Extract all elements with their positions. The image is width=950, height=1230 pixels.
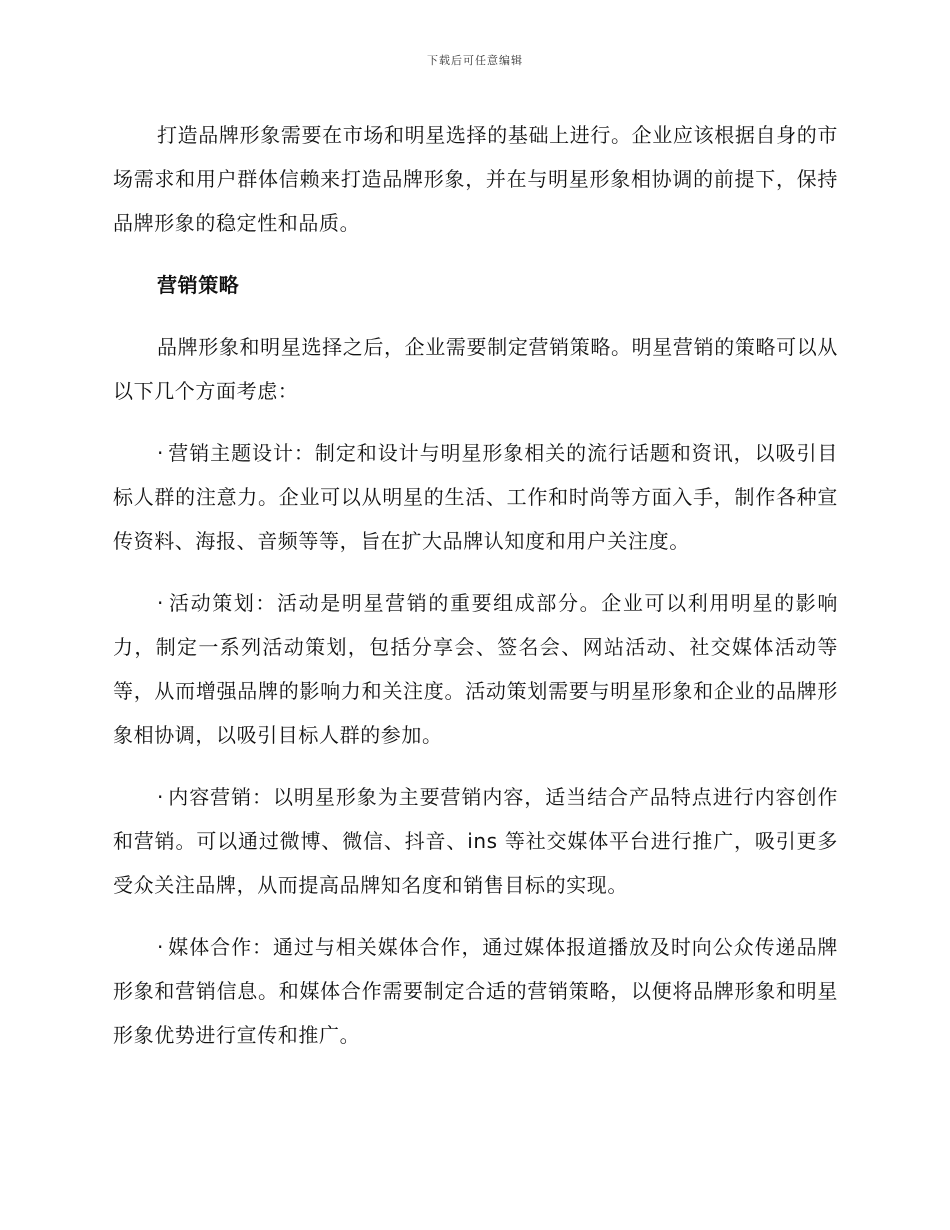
intro-paragraph: 打造品牌形象需要在市场和明星选择的基础上进行。企业应该根据自身的市场需求和用户群体信赖来打造品牌形象，并在与明星形象相协调的前提下，保持品牌形象的稳定性和品质。 bbox=[113, 123, 838, 235]
section-heading: 营销策略 bbox=[157, 273, 240, 297]
document-body bbox=[113, 113, 838, 1075]
bullet-paragraph bbox=[113, 581, 838, 757]
bullet-text: 内容营销：以明星形象为主要营销内容，适当结合产品特点进行内容创作和营销。可以通过微博、微信、抖音、ins 等社交媒体平台进行推广，吸引更多受众关注品牌，从而提高品牌知名度和销售目标的实现。 bbox=[113, 785, 838, 897]
bullet-paragraph bbox=[113, 775, 838, 907]
section-intro-paragraph: 品牌形象和明星选择之后，企业需要制定营销策略。明星营销的策略可以从以下几个方面考虑： bbox=[113, 335, 838, 403]
bullet-dot: · bbox=[157, 591, 164, 615]
bullet-text: 营销主题设计：制定和设计与明星形象相关的流行话题和资讯，以吸引目标人群的注意力。企业可以从明星的生活、工作和时尚等方面入手，制作各种宣传资料、海报、音频等等，旨在扩大品牌认知度和用户关注度。 bbox=[113, 441, 838, 553]
page-header-note: 下载后可任意编辑 bbox=[427, 54, 523, 67]
bullet-text: 活动策划：活动是明星营销的重要组成部分。企业可以利用明星的影响力，制定一系列活动策划，包括分享会、签名会、网站活动、社交媒体活动等等，从而增强品牌的影响力和关注度。活动策划需要与明星形象和企业的品牌形象相协调，以吸引目标人群的参加。 bbox=[113, 591, 838, 747]
bullet-dot: · bbox=[157, 441, 164, 465]
bullet-paragraph bbox=[113, 925, 838, 1057]
bullet-dot: · bbox=[157, 935, 164, 959]
bullet-paragraph bbox=[113, 431, 838, 563]
bullet-dot: · bbox=[157, 785, 164, 809]
bullet-text: 媒体合作：通过与相关媒体合作，通过媒体报道播放及时向公众传递品牌形象和营销信息。和媒体合作需要制定合适的营销策略，以便将品牌形象和明星形象优势进行宣传和推广。 bbox=[113, 935, 838, 1047]
